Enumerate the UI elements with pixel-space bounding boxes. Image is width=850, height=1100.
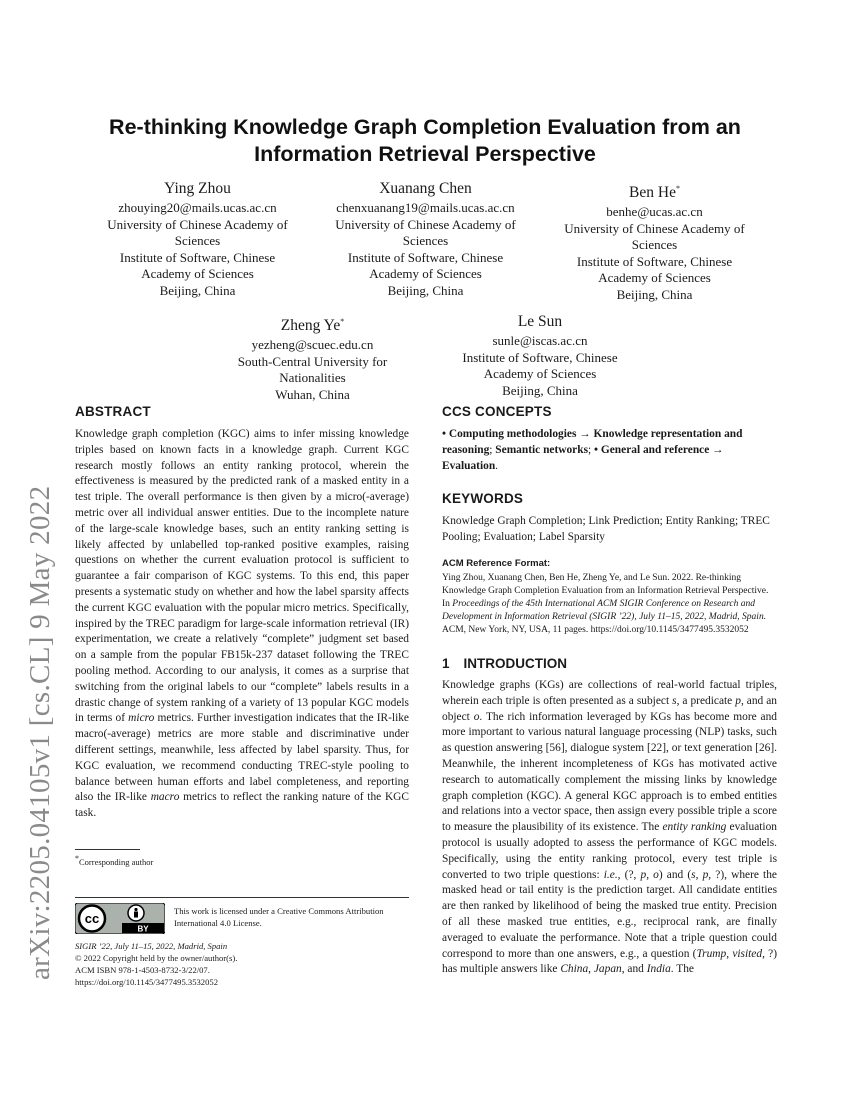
text-part: , a predicate <box>676 694 736 707</box>
isbn: ACM ISBN 978-1-4503-8732-3/22/07. <box>75 965 210 975</box>
bullet: • <box>442 428 446 440</box>
cc-by-license-icon[interactable] <box>75 903 165 934</box>
separator: . <box>495 459 499 472</box>
math-var: s <box>672 694 677 707</box>
introduction-section <box>442 656 777 978</box>
author-name-line <box>220 312 405 336</box>
author-name: Ying Zhou <box>164 180 231 197</box>
math-var: s <box>691 868 696 881</box>
corresponding-mark: * <box>340 317 345 326</box>
author-block <box>323 179 528 299</box>
author-affiliation: University of Chinese Academy of Sciences <box>335 216 516 248</box>
text-part: ) and ( <box>658 868 692 881</box>
ccs-term: General and reference <box>600 443 710 456</box>
text-part: . The <box>670 963 694 976</box>
text-part: , and an object <box>442 694 777 723</box>
abstract-heading: ABSTRACT <box>75 404 151 419</box>
text-part: , <box>646 868 654 881</box>
text-part: Knowledge graphs (KGs) are collections of real-world factual triples, wherein each triple is often presented as a subject <box>442 678 777 707</box>
copyright: © 2022 Copyright held by the owner/author(s). <box>75 953 238 963</box>
author-affiliation: Institute of Software, Chinese Academy of Sciences <box>347 249 504 281</box>
author-affiliation: Institute of Software, Chinese Academy of Sciences <box>576 253 733 286</box>
keywords-text: Knowledge Graph Completion; Link Prediction; Entity Ranking; TREC Pooling; Evaluation; Label Sparsity <box>442 515 770 544</box>
author-location: Beijing, China <box>502 382 578 398</box>
emphasis: China <box>560 963 589 976</box>
left-column <box>75 404 409 822</box>
author-affiliation: Institute of Software, Chinese Academy of Sciences <box>119 249 276 281</box>
emphasis: India <box>646 963 671 976</box>
introduction-heading <box>442 656 777 671</box>
arrow: → <box>712 443 724 456</box>
section-title: INTRODUCTION <box>463 655 568 671</box>
license-rule <box>75 897 409 898</box>
ref-part: Ying Zhou, Xuanang Chen, Ben He, Zheng Ye, and Le Sun. 2022. Re-thinking Knowledge Graph Completion Evaluation from an Information Retrieval Perspective. In <box>442 572 769 609</box>
text-part: evaluation protocol is usually adopted to assess the performance of KGC models. Specifically, using the entity ranking protocol, every test triple is converted to two triple questions: <box>442 821 777 881</box>
emphasis: Trump <box>696 947 727 960</box>
author-affiliation: Institute of Software, Chinese Academy of Sciences <box>462 349 618 381</box>
author-block <box>95 179 300 299</box>
ref-part: ACM, New York, NY, USA, 11 pages. https://doi.org/10.1145/3477495.3532052 <box>442 624 749 635</box>
author-email[interactable]: chenxuanang19@mails.ucas.ac.cn <box>336 200 515 215</box>
arrow: → <box>579 428 591 440</box>
author-email[interactable]: zhouying20@mails.ucas.ac.cn <box>118 200 277 215</box>
author-location: Wuhan, China <box>275 386 350 402</box>
author-affiliation: South-Central University for Nationalities <box>237 353 388 386</box>
author-email[interactable]: benhe@ucas.ac.cn <box>606 204 703 220</box>
ccs-term: Evaluation <box>442 459 496 472</box>
abstract-emphasis: micro <box>128 712 155 725</box>
separator: ; <box>588 443 592 456</box>
corresponding-mark: * <box>675 184 680 193</box>
bullet: • <box>594 443 599 456</box>
section-number: 1 <box>442 655 450 671</box>
author-block <box>445 312 635 399</box>
author-location: Beijing, China <box>159 282 236 298</box>
author-affiliation: University of Chinese Academy of Sciences <box>564 220 745 253</box>
text-part: . The rich information leveraged by KGs has become more and more important to various natural language processing (NLP) tasks, such as question answering [56], dialogue system [22], or text generation [26]. Meanwhile, the inherent incompleteness of KGs has motivated active research to automatically complement the missing links by knowledge graph completion (KGC). A general KGC approach is to embed entities and relations into a vector space, then assign every possible triple a score to measure the plausibility of its existence. The <box>442 710 777 834</box>
math-var: p <box>735 694 741 707</box>
text-part: (?, <box>620 868 641 881</box>
acm-reference-heading: ACM Reference Format: <box>442 557 551 569</box>
math-var: p <box>640 868 647 881</box>
right-column <box>442 404 777 978</box>
text-part: , <box>695 868 703 881</box>
emphasis: Japan <box>593 963 622 976</box>
author-name: Zheng Ye <box>280 317 341 335</box>
author-name-line <box>552 179 757 203</box>
ccs-term: Semantic networks <box>495 443 588 456</box>
venue-text: SIGIR ’22, July 11–15, 2022, Madrid, Spain <box>75 941 228 951</box>
keywords-heading: KEYWORDS <box>442 491 524 507</box>
text-part: , ?), where the masked head or tail entity is the prediction target. All candidate entities are then ranked by likelihood of being the masked true entity. Precision of all these masked true entities, e.g., reciprocal rank, are finally averaged to evaluate the performance. Note that a triple question could correspond to more than one answers, e.g., a question ( <box>442 868 777 960</box>
venue <box>75 940 237 952</box>
footnote-rule <box>75 849 140 850</box>
footnote-mark: * <box>75 854 79 863</box>
author-email[interactable]: yezheng@scuec.edu.cn <box>251 337 374 353</box>
abstract-part: metrics to reflect the ranking nature of the KGC task. <box>75 791 409 820</box>
title-line-1: Re-thinking Knowledge Graph Completion Evaluation from an <box>109 115 741 139</box>
math-var: o <box>473 710 480 723</box>
emphasis: visited <box>732 947 763 960</box>
abstract-emphasis: macro <box>150 791 180 804</box>
acm-reference <box>442 558 777 637</box>
abstract-text <box>75 427 409 822</box>
author-block <box>220 312 405 403</box>
ccs-term: Computing methodologies <box>448 428 577 440</box>
math-var: p <box>702 868 709 881</box>
by-symbol: BY <box>137 924 149 934</box>
ccs-heading: CCS CONCEPTS <box>442 404 552 419</box>
author-location: Beijing, China <box>387 282 464 298</box>
publication-info <box>75 940 237 988</box>
separator: ; <box>489 443 493 456</box>
license-text: This work is licensed under a Creative Commons Attribution International 4.0 License. <box>174 906 384 928</box>
paper-title <box>70 114 780 168</box>
author-name: Xuanang Chen <box>379 180 472 197</box>
author-block <box>552 179 757 303</box>
footnote <box>75 854 153 867</box>
cc-symbol: cc <box>84 911 100 926</box>
abstract-part: Knowledge graph completion (KGC) aims to infer missing knowledge triples based on known facts in a knowledge graph. Current KGC research mostly follows an entity ranking protocol, wherein the effectiveness is measured by the predicted rank of a masked entity in a test triple. The overall performance is then given by a micro(-average) metric over all individual answer entities. Due to the incomplete nature of the large-scale knowledge bases, such an entity ranking setting is likely affected by unlabelled top-ranked positive examples, raising questions on whether the current evaluation protocol is sufficient to guarantee a fair comparison of KGC systems. To this end, this paper presents a systematic study on whether and how the label sparsity affects the current KGC evaluation with the popular micro metrics. Specifically, inspired by the TREC paradigm for large-scale information retrieval (IR) experimentation, we create a relatively “complete” judgment set based on a sample from the popular FB15k-237 dataset following the TREC pooling method. According to our analysis, it comes as a surprise that switching from the original labels to our “complete” labels results in a drastic change of system ranking of a variety of 13 popular KGC models in terms of <box>75 428 409 725</box>
ccs-term: Knowledge representation and reasoning <box>442 428 743 456</box>
introduction-text <box>442 678 777 978</box>
footnote-text: Corresponding author <box>79 856 154 867</box>
arxiv-stamp: arXiv:2205.04105v1 [cs.CL] 9 May 2022 <box>24 485 56 980</box>
text-part: , ?) has multiple answers like <box>442 947 778 976</box>
author-name: Le Sun <box>517 313 563 330</box>
author-name: Ben He <box>629 184 676 202</box>
emphasis: i.e., <box>603 868 621 881</box>
author-affiliation: University of Chinese Academy of Sciences <box>107 216 288 248</box>
author-email[interactable]: sunle@iscas.ac.cn <box>492 333 588 348</box>
title-line-2: Information Retrieval Perspective <box>254 142 596 166</box>
text-part: , <box>588 963 594 976</box>
math-var: o <box>653 868 659 881</box>
author-location: Beijing, China <box>616 286 693 302</box>
text-part: , and <box>621 963 647 976</box>
ref-part: Proceedings of the 45th International ACM SIGIR Conference on Research and Development in Information Retrieval (SIGIR ’22), July 11–15, 2022, Madrid, Spain. <box>442 598 767 622</box>
abstract-part: metrics. Further investigation indicates that the IR-like macro(-average) metrics are more stable and discriminative under different settings, meanwhile, less affected by label sparsity. Thus, for KGC evaluation, we recommend conducting TREC-style pooling to balance between human efforts and label completeness, and reporting also the IR-like <box>75 712 409 804</box>
ccs-concepts <box>442 427 777 474</box>
doi-link[interactable]: https://doi.org/10.1145/3477495.3532052 <box>75 977 218 987</box>
acm-reference-text <box>442 572 777 637</box>
emphasis: entity ranking <box>662 821 727 834</box>
text-part: , <box>726 947 733 960</box>
